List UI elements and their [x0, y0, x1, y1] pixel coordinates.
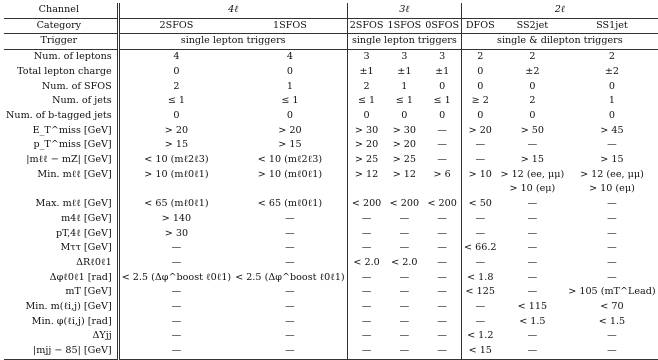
table-row [4, 182, 658, 197]
table-cell: — [233, 212, 347, 227]
table-cell: — [527, 198, 538, 210]
table-cell: > 12 (ee, μμ) [580, 168, 644, 180]
table-cell: — [423, 227, 461, 242]
table-cell: 0 [173, 65, 180, 77]
table-cell: — [475, 315, 486, 327]
table-cell: — [171, 286, 182, 298]
table-cell: — [423, 315, 461, 330]
table-cell: > 10 (eμ) [589, 183, 635, 195]
table-cell: — [527, 242, 538, 254]
table-row [4, 285, 658, 300]
table-cell: > 45 [600, 124, 624, 136]
table-cell: — [607, 227, 617, 239]
table-cell: ±2 [525, 65, 540, 77]
table-row [4, 256, 658, 271]
table-cell: 2 [363, 80, 370, 92]
table-cell: — [233, 329, 347, 344]
table-cell: 4 [173, 51, 180, 63]
table-cell: — [233, 285, 347, 300]
table-cell: > 30 [164, 227, 189, 239]
category-cell: SS2jet [498, 18, 566, 34]
table-cell: > 20 [354, 139, 379, 151]
table-cell: — [423, 344, 461, 359]
table-cell: — [423, 124, 461, 139]
category-cell: 1SFOS [233, 18, 347, 34]
table-cell: — [423, 138, 461, 153]
table-cell [385, 182, 423, 197]
row-label: Total lepton charge [4, 65, 118, 80]
table-cell: — [118, 344, 233, 359]
table-cell: 0 [608, 109, 615, 121]
table-cell: > 15 [164, 139, 189, 151]
table-cell: — [171, 301, 182, 313]
table-cell: < 66.2 [464, 242, 497, 254]
table-row [4, 124, 658, 139]
table-cell: — [399, 242, 410, 254]
table-cell: < 10 (mℓ2ℓ3) [144, 154, 209, 166]
table-cell: — [171, 315, 182, 327]
table-cell: — [527, 256, 538, 268]
table-cell: ≥ 2 [471, 95, 489, 107]
table-cell: — [475, 227, 486, 239]
table-cell: — [607, 242, 617, 254]
table-cell: — [233, 315, 347, 330]
table-cell: 1 [401, 80, 408, 92]
row-label: Min. m(ℓi,j) [GeV] [4, 300, 118, 315]
table-row [4, 197, 658, 212]
table-row [4, 65, 658, 80]
table-cell: — [347, 344, 385, 359]
channel-3l: 3ℓ [347, 3, 461, 18]
table-cell: — [607, 212, 617, 224]
table-cell: < 2.0 [353, 256, 380, 268]
table-cell: 0 [363, 109, 370, 121]
table-cell: > 25 [354, 154, 379, 166]
row-label: Min. φ(ℓi,j) [rad] [4, 315, 118, 330]
table-cell: — [475, 139, 486, 151]
table-cell [233, 182, 347, 197]
table-cell: 0 [423, 80, 461, 95]
table-cell: — [171, 256, 182, 268]
trigger-3l: single lepton triggers [347, 34, 461, 50]
category-row [4, 18, 658, 34]
table-cell: 0 [529, 109, 536, 121]
row-label: Δφℓ0ℓ1 [rad] [4, 271, 118, 286]
table-cell: > 105 (mT^Lead) [568, 286, 656, 298]
table-cell: — [607, 330, 617, 342]
row-label: |mℓℓ − mZ| [GeV] [4, 153, 118, 168]
table-row [4, 168, 658, 183]
table-cell: — [171, 242, 182, 254]
table-cell: — [527, 227, 538, 239]
channel-row [4, 3, 658, 18]
row-label: Num. of leptons [4, 50, 118, 65]
category-cell: DFOS [462, 18, 499, 34]
table-cell: ≤ 1 [395, 95, 413, 107]
table-cell: — [171, 330, 182, 342]
table-cell: — [475, 301, 486, 313]
table-cell: < 200 [389, 198, 420, 210]
table-cell: > 30 [354, 124, 379, 136]
trigger-2l: single & dilepton triggers [462, 34, 658, 50]
table-cell: — [607, 256, 617, 268]
category-cell: 0SFOS [423, 18, 461, 34]
table-cell: ≤ 1 [357, 95, 376, 107]
row-label: Max. mℓℓ [GeV] [4, 197, 118, 212]
table-cell: — [361, 286, 372, 298]
row-label: ΔRℓ0ℓ1 [4, 256, 118, 271]
table-cell: — [399, 301, 410, 313]
table-cell: < 1.2 [467, 330, 494, 342]
trigger-4l: single lepton triggers [118, 34, 347, 50]
table-cell: > 12 [354, 168, 379, 180]
table-cell: — [423, 285, 461, 300]
row-label: m4ℓ [GeV] [4, 212, 118, 227]
table-cell: < 1.8 [467, 271, 494, 283]
table-cell: 2 [608, 51, 615, 63]
table-cell: 0 [477, 80, 484, 92]
table-cell: — [361, 212, 372, 224]
table-cell: < 70 [600, 301, 624, 313]
table-cell: — [498, 344, 566, 359]
table-cell: > 15 [520, 154, 545, 166]
table-cell: — [527, 330, 538, 342]
table-cell: < 125 [465, 286, 495, 298]
row-label: p_T^miss [GeV] [4, 138, 118, 153]
category-cell: 2SFOS [347, 18, 385, 34]
table-cell [423, 182, 461, 197]
table-cell: 3 [423, 50, 461, 65]
trigger-row [4, 34, 658, 50]
table-cell: 3 [363, 51, 370, 63]
table-cell: — [361, 301, 372, 313]
channel-2l: 2ℓ [462, 3, 658, 18]
table-cell: — [423, 256, 461, 271]
table-row [4, 109, 658, 124]
row-label: Num. of jets [4, 94, 118, 109]
table-cell: < 2.5 (Δφ^boost ℓ0ℓ1) [233, 271, 347, 286]
table-cell: > 12 (ee, μμ) [500, 168, 565, 180]
table-cell: ±1 [397, 65, 412, 77]
category-cell: SS1jet [566, 18, 657, 34]
table-cell: 4 [233, 50, 347, 65]
table-cell: 0 [423, 109, 461, 124]
table-cell: — [361, 242, 372, 254]
row-label: Mττ [GeV] [4, 241, 118, 256]
table-cell: < 200 [351, 198, 382, 210]
table-cell: — [399, 271, 410, 283]
table-cell: > 20 [164, 124, 189, 136]
table-cell: > 10 [468, 168, 492, 180]
table-cell [347, 182, 385, 197]
row-label: |mjj − 85| [GeV] [4, 344, 118, 359]
channel-4l: 4ℓ [118, 3, 347, 18]
table-row [4, 138, 658, 153]
table-cell: 0 [608, 80, 615, 92]
table-cell: 2 [529, 95, 536, 107]
table-cell [462, 182, 499, 197]
table-cell: > 6 [423, 168, 461, 183]
table-cell: — [423, 153, 461, 168]
table-cell: ±2 [604, 65, 620, 77]
table-cell: > 15 [600, 154, 624, 166]
table-cell: > 140 [161, 212, 192, 224]
table-cell: — [399, 227, 410, 239]
table-cell: ≤ 1 [233, 94, 347, 109]
table-cell: — [233, 227, 347, 242]
table-cell: — [233, 241, 347, 256]
table-cell: — [399, 212, 410, 224]
table-cell: > 10 (mℓ0ℓ1) [233, 168, 347, 183]
table-cell: — [423, 212, 461, 227]
table-cell: < 1.5 [598, 315, 626, 327]
table-cell: < 15 [462, 344, 499, 359]
table-cell: > 50 [520, 124, 545, 136]
table-row [4, 300, 658, 315]
category-label: Category [4, 18, 118, 34]
table-cell: — [475, 212, 486, 224]
table-cell: < 115 [517, 301, 548, 313]
table-cell: — [527, 139, 538, 151]
table-cell: — [399, 315, 410, 327]
table-cell: — [361, 315, 372, 327]
table-cell: > 20 [233, 124, 347, 139]
table-row [4, 329, 658, 344]
table-cell: 0 [401, 109, 408, 121]
table-cell: — [423, 241, 461, 256]
table-cell: 0 [233, 65, 347, 80]
row-label [4, 182, 118, 197]
row-label: ΔYjj [4, 329, 118, 344]
table-cell: < 50 [468, 198, 492, 210]
table-cell: 1 [233, 80, 347, 95]
table-cell: 0 [477, 65, 484, 77]
table-cell: — [607, 139, 617, 151]
table-cell: — [527, 212, 538, 224]
category-cell: 2SFOS [118, 18, 233, 34]
table-row [4, 227, 658, 242]
table-row [4, 271, 658, 286]
row-label: mT [GeV] [4, 285, 118, 300]
table-row [4, 80, 658, 95]
table-cell: < 65 (mℓ0ℓ1) [233, 197, 347, 212]
table-cell: — [385, 344, 423, 359]
table-row [4, 241, 658, 256]
table-cell: > 10 (eμ) [509, 183, 556, 195]
table-cell: > 30 [392, 124, 416, 136]
table-cell: 1 [608, 95, 615, 107]
table-cell: — [423, 329, 461, 344]
table-row [4, 315, 658, 330]
table-cell: 0 [529, 80, 536, 92]
table-row [4, 50, 658, 65]
table-cell: < 1.5 [519, 315, 546, 327]
category-cell: 1SFOS [385, 18, 423, 34]
table-cell: — [361, 330, 372, 342]
table-cell: — [423, 300, 461, 315]
table-cell: 0 [233, 109, 347, 124]
table-cell: — [475, 256, 486, 268]
table-cell: < 2.5 (Δφ^boost ℓ0ℓ1) [121, 271, 232, 283]
table-row [4, 94, 658, 109]
table-cell: 2 [173, 80, 180, 92]
table-cell: 2 [529, 51, 536, 63]
table-cell: — [361, 227, 372, 239]
table-cell [118, 182, 233, 197]
table-cell: — [399, 330, 410, 342]
table-cell: > 10 (mℓ0ℓ1) [144, 168, 209, 180]
table-cell: > 12 [392, 168, 416, 180]
row-label: pT,4ℓ [GeV] [4, 227, 118, 242]
table-cell: > 15 [233, 138, 347, 153]
table-row [4, 153, 658, 168]
row-label: E_T^miss [GeV] [4, 124, 118, 139]
table-cell: — [527, 271, 538, 283]
table-cell: 0 [173, 109, 180, 121]
table-row [4, 212, 658, 227]
table-cell: — [566, 344, 657, 359]
table-cell: ≤ 1 [167, 95, 186, 107]
row-label: Min. mℓℓ [GeV] [4, 168, 118, 183]
table-cell: — [607, 198, 617, 210]
row-label: Num. of b-tagged jets [4, 109, 118, 124]
table-cell: < 2.0 [391, 256, 418, 268]
table-cell: < 10 (mℓ2ℓ3) [233, 153, 347, 168]
table-cell: < 65 (mℓ0ℓ1) [144, 198, 209, 210]
table-cell: — [233, 344, 347, 359]
table-cell: — [527, 286, 538, 298]
table-cell: ±1 [423, 65, 461, 80]
table-cell: — [607, 271, 617, 283]
table-row [4, 344, 658, 359]
row-label: Num. of SFOS [4, 80, 118, 95]
table-cell: ±1 [359, 65, 374, 77]
table-cell: > 20 [468, 124, 492, 136]
table-cell: — [475, 154, 486, 166]
trigger-label: Trigger [4, 34, 118, 50]
table-cell: < 200 [423, 197, 461, 212]
table-cell: > 25 [392, 154, 416, 166]
table-cell: — [233, 300, 347, 315]
table-cell: — [361, 271, 372, 283]
table-cell: 2 [477, 51, 484, 63]
selection-table [4, 3, 658, 360]
table-cell: — [233, 256, 347, 271]
table-cell: — [399, 286, 410, 298]
table-cell: — [423, 271, 461, 286]
channel-label: Channel [4, 3, 118, 18]
table-cell: 3 [401, 51, 408, 63]
table-cell: ≤ 1 [423, 94, 461, 109]
table-cell: 0 [477, 109, 484, 121]
table-cell: > 20 [392, 139, 416, 151]
